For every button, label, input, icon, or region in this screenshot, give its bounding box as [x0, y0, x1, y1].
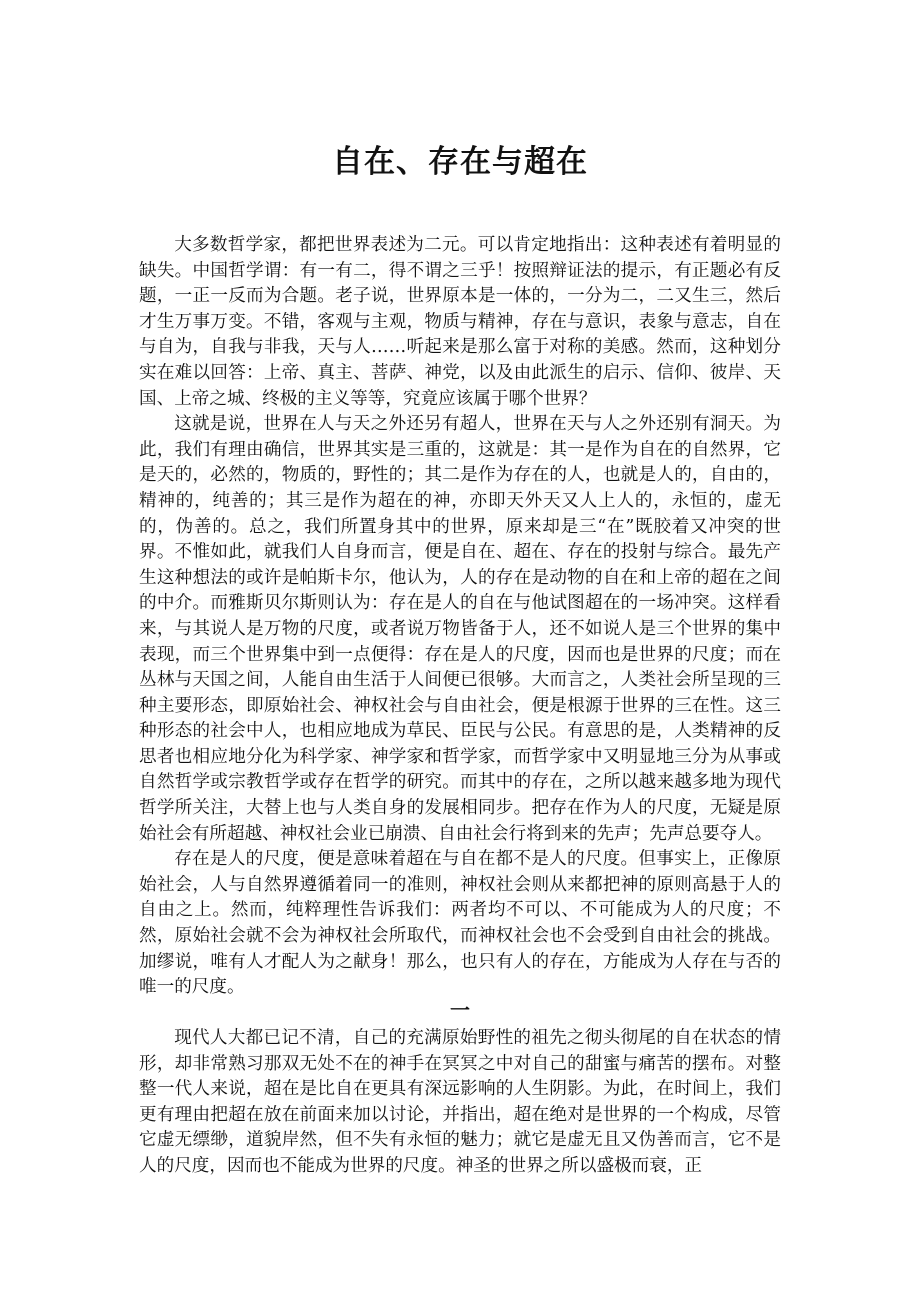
- paragraph-2: 这就是说，世界在人与天之外还另有超人，世界在天与人之外还别有洞天。为此，我们有理由确信，世界其实是三重的，这就是：其一是作为自在的自然界，它是天的，必然的，物质的，野性的；其二是作为存在的人，也就是人的，自由的，精神的，纯善的；其三是作为超在的神，亦即天外天又人上人的，永恒的，虚无的，伪善的。总之，我们所置身其中的世界，原来却是三“在”既胶着又冲突的世界。不惟如此，就我们人自身而言，便是自在、超在、存在的投射与综合。最先产生这种想法的或许是帕斯卡尔，他认为，人的存在是动物的自在和上帝的超在之间的中介。而雅斯贝尔斯则认为：存在是人的自在与他试图超在的一场冲突。这样看来，与其说人是万物的尺度，或者说万物皆备于人，还不如说人是三个世界的集中表现，而三个世界集中到一点便得：存在是人的尺度，因而也是世界的尺度；而在丛林与天国之间，人能自由生活于人间便已很够。大而言之，人类社会所呈现的三种主要形态，即原始社会、神权社会与自由社会，便是根源于世界的三在性。这三种形态的社会中人，也相应地成为草民、臣民与公民。有意思的是，人类精神的反思者也相应地分化为科学家、神学家和哲学家，而哲学家中又明显地三分为从事或自然哲学或宗教哲学或存在哲学的研究。而其中的存在，之所以越来越多地为现代哲学所关注，大替上也与人类自身的发展相同步。把存在作为人的尺度，无疑是原始社会有所超越、神权社会业已崩溃、自由社会行将到来的先声；先声总要夺人。: [139, 414, 781, 844]
- paragraph-1: 大多数哲学家，都把世界表述为二元。可以肯定地指出：这种表述有着明显的缺失。中国哲学谓：有一有二，得不谓之三乎！按照辩证法的提示，有正题必有反题，一正一反而为合题。老子说，世界原本是一体的，一分为二，二又生三，然后才生万事万变。不错，客观与主观，物质与精神，存在与意识，表象与意志，自在与自为，自我与非我，天与人……听起来是那么富于对称的美感。然而，这种划分实在难以回答：上帝、真主、菩萨、神党，以及由此派生的启示、信仰、彼岸、天国、上帝之城、终极的主义等等，究竟应该属于哪个世界？: [139, 235, 781, 409]
- section-1-paragraph-1: 现代人大都已记不清，自己的充满原始野性的祖先之彻头彻尾的自在状态的情形，却非常熟习那双无处不在的神手在冥冥之中对自己的甜蜜与痛苦的摆布。对整整一代人来说，超在是比自在更具有深远影响的人生阴影。为此，在时间上，我们更有理由把超在放在前面来加以讨论，并指出，超在绝对是世界的一个构成，尽管它虚无缥缈，道貌岸然，但不失有永恒的魅力；就它是虚无且又伪善而言，它不是人的尺度，因而也不能成为世界的尺度。神圣的世界之所以盛极而衰，正: [139, 1028, 781, 1176]
- paragraph-3: 存在是人的尺度，便是意味着超在与自在都不是人的尺度。但事实上，正像原始社会，人与自然界遵循着同一的准则，神权社会则从来都把神的原则高悬于人的自由之上。然而，纯粹理性告诉我们：两者均不可以、不可能成为人的尺度；不然，原始社会就不会为神权社会所取代，而神权社会也不会受到自由社会的挑战。加缪说，唯有人才配人为之献身！那么，也只有人的存在，方能成为人存在与否的唯一的尺度。: [139, 849, 781, 998]
- section-number: 一: [450, 998, 470, 1022]
- document-title: 自在、存在与超在: [332, 144, 588, 180]
- intro-section: [139, 233, 781, 1001]
